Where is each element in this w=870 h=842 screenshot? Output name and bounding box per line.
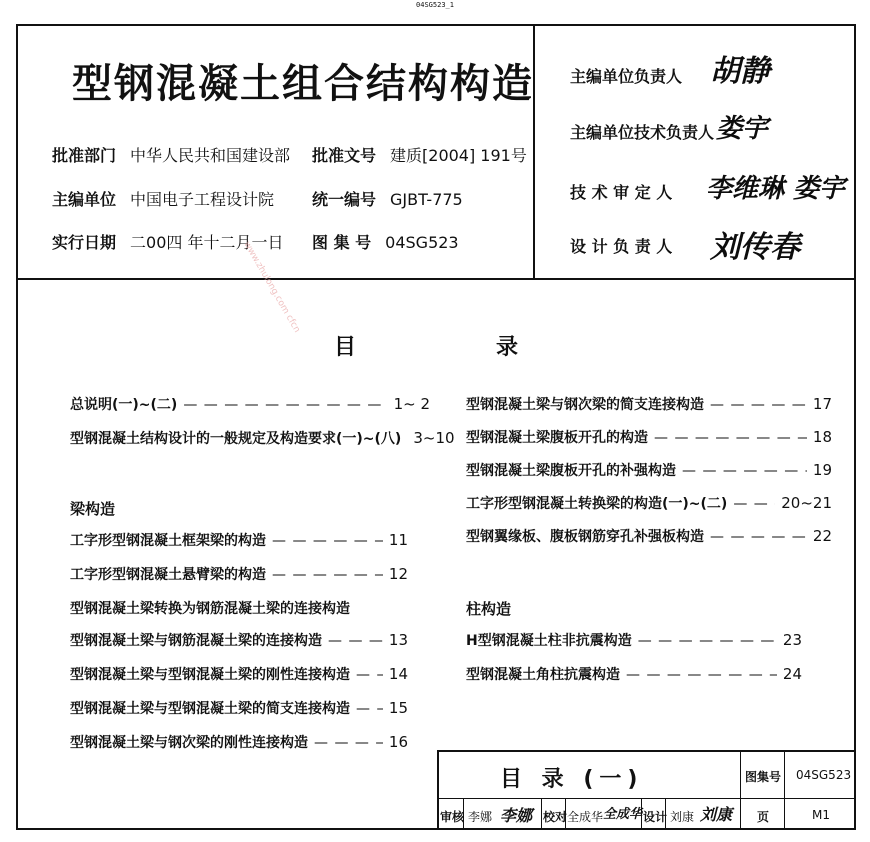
chief-unit-value: 中国电子工程设计院 (130, 190, 275, 209)
toc-row[interactable] (70, 564, 408, 598)
title-block-row-divider (437, 798, 856, 799)
responsible-label-3: 技 术 审 定 人 (570, 183, 673, 202)
toc-heading-left: 目 (334, 335, 357, 360)
approving-dept-label: 批准部门 (52, 146, 117, 165)
uniform-no (312, 187, 463, 210)
header-divider (16, 278, 856, 280)
toc-row[interactable] (70, 664, 408, 698)
toc-entry-page: 16 (388, 733, 408, 751)
leader-dashes (710, 529, 807, 545)
leader-dashes (183, 397, 387, 413)
atlas-no (312, 230, 459, 253)
toc-row[interactable] (70, 732, 408, 766)
effective-date-label: 实行日期 (52, 233, 117, 252)
toc-entry-page: 24 (782, 665, 802, 683)
toc-row[interactable] (466, 664, 802, 698)
section-column-heading: 柱构造 (466, 600, 512, 618)
atlas-title: 型钢混凝土组合结构构造 (72, 60, 534, 107)
review-name: 李娜 (468, 810, 493, 824)
leader-dashes (654, 430, 807, 446)
toc-row[interactable] (70, 394, 430, 428)
toc-entry-page: 22 (812, 527, 832, 545)
toc-entry-label: 型钢翼缘板、腹板钢筋穿孔补强板构造 (466, 529, 704, 545)
design-name: 刘康 (670, 810, 695, 824)
toc-row[interactable] (70, 630, 408, 664)
approving-dept-value: 中华人民共和国建设部 (130, 146, 291, 165)
approval-doc-value: 建质[2004] 191号 (390, 146, 527, 165)
page-number: M1 (812, 808, 830, 822)
section-beam-heading: 梁构造 (70, 500, 116, 518)
toc-entry-page: 1~ 2 (393, 395, 430, 413)
toc-row[interactable] (466, 493, 832, 526)
signature-4: 刘传春 (710, 230, 800, 265)
toc-entry-page: 13 (388, 631, 408, 649)
leader-dashes (682, 463, 807, 479)
responsible-label-1: 主编单位负责人 (570, 67, 683, 86)
toc-entry-page: 17 (812, 395, 832, 413)
toc-beam-list (70, 530, 408, 766)
toc-column-list (466, 630, 802, 698)
toc-entry-page: 23 (782, 631, 802, 649)
toc-entry-label: 型钢混凝土梁与型钢混凝土梁的简支连接构造 (70, 701, 350, 717)
title-block-col-divider (541, 798, 542, 830)
toc-row[interactable] (70, 428, 455, 462)
toc-entry-label: 工字形型钢混凝土转换梁的构造(一)~(二) (466, 496, 728, 512)
toc-entry-label: 工字形型钢混凝土框架梁的构造 (70, 533, 266, 549)
approval-doc-label: 批准文号 (312, 146, 377, 165)
chief-unit (52, 187, 274, 210)
toc-entry-page: 11 (388, 531, 408, 549)
design-signature: 刘康 (700, 805, 733, 824)
toc-heading-right: 录 (496, 335, 519, 360)
toc-entry-label: 型钢混凝土角柱抗震构造 (466, 667, 620, 683)
toc-entry-page: 20~21 (781, 494, 832, 512)
toc-entry-label: 型钢混凝土梁与钢筋混凝土梁的连接构造 (70, 633, 322, 649)
leader-dashes (733, 496, 775, 512)
toc-entry-page: 14 (388, 665, 408, 683)
uniform-no-value: GJBT-775 (390, 190, 463, 209)
toc-entry-label: 型钢混凝土结构设计的一般规定及构造要求(一)~(八) (70, 431, 402, 447)
toc-row[interactable] (466, 394, 832, 427)
toc-entry-label: 型钢混凝土梁与钢次梁的刚性连接构造 (70, 735, 308, 751)
toc-right-column (466, 394, 832, 559)
atlas-no-label: 图集号 (745, 770, 782, 784)
toc-entry-page: 19 (812, 461, 832, 479)
signature-3: 李维琳 娄宇 (706, 174, 846, 204)
toc-entry-label: H型钢混凝土柱非抗震构造 (466, 633, 632, 649)
toc-entry-page: 3~10 (413, 429, 455, 447)
toc-entry-page: 15 (388, 699, 408, 717)
review-signature: 李娜 (500, 806, 533, 825)
title-block-title: 目 录 (一) (500, 767, 644, 792)
atlas-no-value: 04SG523 (385, 233, 459, 252)
toc-row[interactable] (70, 698, 408, 732)
toc-left-column (70, 394, 455, 462)
atlas-no-value: 04SG523 (796, 768, 852, 782)
leader-dashes (710, 397, 807, 413)
toc-row[interactable] (466, 460, 832, 493)
atlas-no-label: 图 集 号 (312, 233, 372, 252)
check-name: 全成华 (567, 810, 604, 824)
responsible-label-4: 设 计 负 责 人 (570, 237, 673, 256)
leader-dashes (314, 735, 383, 751)
toc-entry-page: 12 (388, 565, 408, 583)
toc-entry-label: 工字形型钢混凝土悬臂梁的构造 (70, 567, 266, 583)
uniform-no-label: 统一编号 (312, 190, 377, 209)
responsible-label-2: 主编单位技术负责人 (570, 123, 715, 142)
toc-entry-label: 型钢混凝土梁与型钢混凝土梁的刚性连接构造 (70, 667, 350, 683)
approving-dept (52, 143, 290, 166)
signature-1: 胡静 (710, 54, 770, 89)
toc-entry-label: 型钢混凝土梁转换为钢筋混凝土梁的连接构造 (70, 601, 350, 617)
check-label: 校对 (543, 810, 568, 824)
leader-dashes (272, 533, 383, 549)
title-block-col-divider (784, 750, 785, 830)
toc-entry-label: 型钢混凝土梁腹板开孔的补强构造 (466, 463, 676, 479)
title-block-col-divider (740, 750, 741, 830)
approval-doc (312, 143, 527, 166)
toc-entry-label: 型钢混凝土梁腹板开孔的构造 (466, 430, 648, 446)
leader-dashes (272, 567, 383, 583)
review-label: 审核 (440, 810, 465, 824)
chief-unit-label: 主编单位 (52, 190, 117, 209)
check-signature: 全成华 (603, 807, 643, 822)
leader-dashes (328, 633, 383, 649)
leader-dashes (626, 667, 777, 683)
toc-entry-page: 18 (812, 428, 832, 446)
toc-row[interactable] (466, 526, 832, 559)
toc-entry-label: 总说明(一)~(二) (70, 397, 178, 413)
leader-dashes (356, 667, 383, 683)
page-label: 页 (757, 810, 770, 824)
toc-row[interactable] (70, 598, 408, 630)
toc-entry-label: 型钢混凝土梁与钢次梁的简支连接构造 (466, 397, 704, 413)
toc-row[interactable] (466, 630, 802, 664)
leader-dashes (356, 701, 383, 717)
toc-row[interactable] (466, 427, 832, 460)
signature-2: 娄宇 (716, 114, 769, 144)
watermark-text: www.zhulong.com cfcn (241, 240, 302, 335)
leader-dashes (638, 633, 777, 649)
effective-date-value: 二00四 年十二月一日 (130, 233, 284, 252)
toc-row[interactable] (70, 530, 408, 564)
drawing-file-label: 04SG523_1 (416, 1, 454, 9)
design-label: 设计 (643, 810, 668, 824)
